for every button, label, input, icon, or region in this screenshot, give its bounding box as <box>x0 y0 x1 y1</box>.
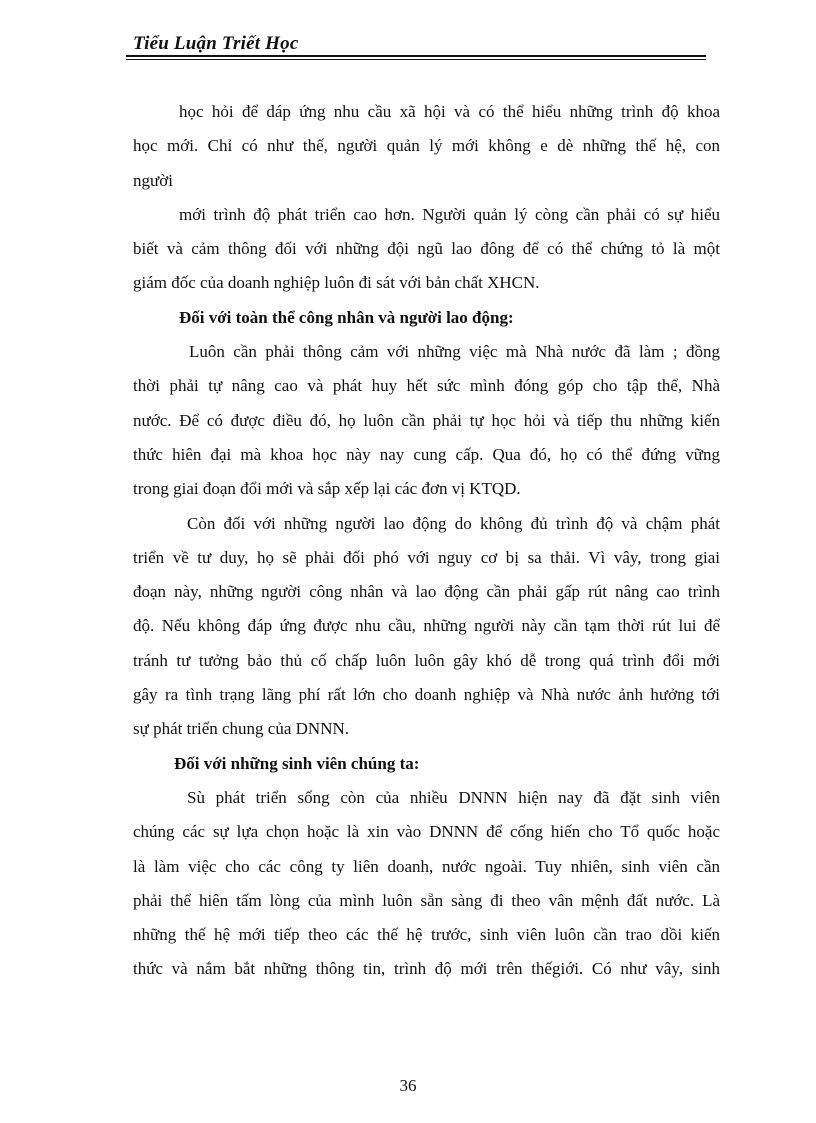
body-line: độ. Nếu không đáp ứng được nhu cầu, những người này cần tạm thời rút lui để <box>133 616 720 636</box>
body-line: thời phải tự nâng cao và phát huy hết sức mình đóng góp cho tập thể, Nhà <box>133 376 720 396</box>
body-line: biết và cảm thông đối với những đội ngũ lao đông để có thể chứng tỏ là một <box>133 239 720 259</box>
body-line: chúng các sự lựa chọn hoặc là xin vào DNNN để cống hiến cho Tổ quốc hoặc <box>133 822 720 842</box>
body-line: là làm việc cho các công ty liên doanh, nước ngoài. Tuy nhiên, sinh viên cần <box>133 856 720 876</box>
body-line: Còn đối với những người lao động do không đủ trình độ và chậm phát <box>187 513 720 533</box>
document-body <box>133 95 720 987</box>
body-line: giám đốc của doanh nghiệp luôn đi sát với bản chất XHCN. <box>133 273 540 293</box>
body-line: nước. Để có được điều đó, họ luôn cần phải tự học hỏi và tiếp thu những kiến <box>133 410 720 430</box>
header-title: Tiểu Luận Triết Học <box>133 33 299 54</box>
body-line: người <box>133 170 173 190</box>
body-line: thức và nắm bắt những thông tin, trình độ mới trên thếgiới. Có như vây, sinh <box>133 959 720 979</box>
body-line: học hỏi để dáp ứng nhu cầu xã hội và có thể hiểu những trình độ khoa <box>179 102 720 121</box>
body-line: sự phát triển chung của DNNN. <box>133 719 349 739</box>
body-line: thức hiên đại mà khoa học này nay cung cấp. Qua đó, họ có thể đứng vững <box>133 444 720 464</box>
body-line: Sù phát triển sống còn của nhiều DNNN hiện nay đã đặt sinh viên <box>187 787 720 807</box>
body-line: đoạn này, những người công nhân và lao động cần phải gấp rút nâng cao trình <box>133 582 720 602</box>
body-line: học mới. Chỉ có như thế, người quản lý mới không e dè những thế hệ, con <box>133 136 720 156</box>
page-number: 36 <box>399 1076 417 1095</box>
body-line: gây ra tình trạng lãng phí rất lớn cho doanh nghiệp và Nhà nước ảnh hưởng tới <box>133 685 720 705</box>
section-heading: Đối với những sinh viên chúng ta: <box>174 753 420 773</box>
body-line: Luôn cần phải thông cảm với những việc mà Nhà nước đã làm ; đồng <box>189 342 720 362</box>
body-line: tránh tư tưởng bảo thủ cố chấp luôn luôn gây khó dễ trong quá trình đổi mới <box>133 650 720 670</box>
body-line: trong giai đoạn đổi mới và sắp xếp lại các đơn vị KTQD. <box>133 479 521 499</box>
header-rule-thin <box>126 59 706 60</box>
body-line: triển về tư duy, họ sẽ phải đối phó với nguy cơ bị sa thải. Vì vây, trong giai <box>133 547 720 567</box>
header-rule-thick <box>126 55 706 57</box>
section-heading: Đối với toàn thể công nhân và người lao động: <box>179 307 514 327</box>
body-line: những thế hệ mới tiếp theo các thế hệ trước, sinh viên luôn cần trao dồi kiến <box>133 925 720 945</box>
body-line: mới trình độ phát triển cao hơn. Người quản lý còng cần phải có sự hiểu <box>179 204 720 224</box>
body-line: phải thể hiên tấm lòng của mình luôn sẵn sàng đi theo vân mệnh đất nước. Là <box>133 890 720 910</box>
